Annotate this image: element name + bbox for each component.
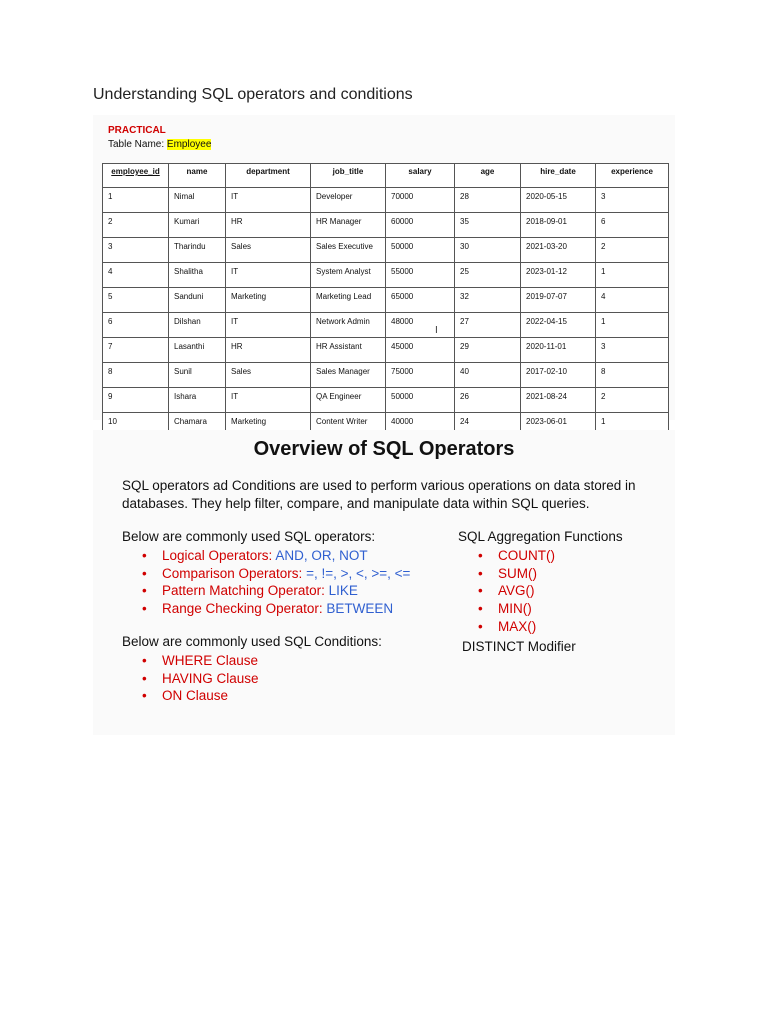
- table-cell: 24: [455, 413, 521, 438]
- col-header: salary: [386, 164, 455, 188]
- table-cell: 6: [596, 213, 669, 238]
- table-cell: 25: [455, 263, 521, 288]
- table-name-line: [108, 139, 211, 150]
- table-cell: 50000: [386, 388, 455, 413]
- table-cell: 55000: [386, 263, 455, 288]
- table-cell: 2: [596, 238, 669, 263]
- table-cell: Ishara: [169, 388, 226, 413]
- practical-image: [93, 115, 675, 426]
- employee-table: [102, 163, 669, 438]
- page-heading: Understanding SQL operators and conditions: [93, 86, 413, 103]
- table-row: [103, 338, 669, 363]
- list-item: • Pattern Matching Operator: LIKE: [142, 583, 358, 599]
- table-cell: Developer: [311, 188, 386, 213]
- table-cell: 70000: [386, 188, 455, 213]
- overview-intro: SQL operators ad Conditions are used to perform various operations on data stored in databases. They help filter, compare, and manipulate data within SQL queries.: [122, 478, 636, 511]
- list-item: • AVG(): [478, 583, 535, 599]
- table-cell: 1: [596, 313, 669, 338]
- table-cell: 2020-11-01: [521, 338, 596, 363]
- table-cell: 3: [596, 338, 669, 363]
- table-row: [103, 263, 669, 288]
- table-cell: 2022-04-15: [521, 313, 596, 338]
- table-cell: 29: [455, 338, 521, 363]
- table-cell: 1: [103, 188, 169, 213]
- table-cell: 35: [455, 213, 521, 238]
- practical-label: PRACTICAL: [108, 125, 166, 136]
- list-item: • ON Clause: [142, 688, 229, 704]
- list-item: • Logical Operators: AND, OR, NOT: [142, 548, 368, 563]
- overview-image: [93, 430, 675, 735]
- table-cell: Tharindu: [169, 238, 226, 263]
- overview-title: Overview of SQL Operators: [253, 438, 515, 460]
- table-cell: 5: [103, 288, 169, 313]
- table-cell: System Analyst: [311, 263, 386, 288]
- table-cell: 9: [103, 388, 169, 413]
- table-cell: Content Writer: [311, 413, 386, 438]
- table-cell: 40: [455, 363, 521, 388]
- table-cell: IT: [226, 263, 311, 288]
- table-cell: Kumari: [169, 213, 226, 238]
- table-cell: 65000: [386, 288, 455, 313]
- operators-heading: Below are commonly used SQL operators:: [122, 529, 376, 544]
- distinct-modifier: DISTINCT Modifier: [462, 639, 576, 654]
- table-cell: 2017-02-10: [521, 363, 596, 388]
- table-row: [103, 388, 669, 413]
- table-cell: 2: [103, 213, 169, 238]
- table-cell: 10: [103, 413, 169, 438]
- table-row: [103, 213, 669, 238]
- list-item: • SUM(): [478, 565, 537, 581]
- table-cell: 2020-05-15: [521, 188, 596, 213]
- table-cell: Marketing: [226, 413, 311, 438]
- table-cell: Sales: [226, 238, 311, 263]
- table-cell: 2021-03-20: [521, 238, 596, 263]
- table-cell: Marketing Lead: [311, 288, 386, 313]
- conditions-heading: Below are commonly used SQL Conditions:: [122, 634, 382, 649]
- table-name-highlight: Employee: [166, 139, 212, 150]
- list-item: • MIN(): [478, 601, 532, 617]
- table-cell: HR: [226, 338, 311, 363]
- table-row: [103, 313, 669, 338]
- table-cell: 1: [596, 263, 669, 288]
- operators-list: [142, 547, 410, 618]
- list-item: • Range Checking Operator: BETWEEN: [142, 601, 394, 617]
- table-cell: 50000: [386, 238, 455, 263]
- table-cell: 28: [455, 188, 521, 213]
- table-cell: 8: [596, 363, 669, 388]
- col-header: hire_date: [521, 164, 596, 188]
- list-item: • HAVING Clause: [142, 670, 259, 686]
- table-cell: 45000: [386, 338, 455, 363]
- table-cell: Chamara: [169, 413, 226, 438]
- table-cell: Dilshan: [169, 313, 226, 338]
- table-row: [103, 238, 669, 263]
- conditions-list: [142, 652, 259, 705]
- table-cell: 60000: [386, 213, 455, 238]
- table-cell: QA Engineer: [311, 388, 386, 413]
- table-cell: 1: [596, 413, 669, 438]
- table-cell: HR Manager: [311, 213, 386, 238]
- table-row: [103, 288, 669, 313]
- table-cell: 75000: [386, 363, 455, 388]
- table-cell: HR: [226, 213, 311, 238]
- table-cell: Sanduni: [169, 288, 226, 313]
- table-cell: 4: [596, 288, 669, 313]
- table-cell: HR Assistant: [311, 338, 386, 363]
- table-cell: Sales Manager: [311, 363, 386, 388]
- table-cell: 2: [596, 388, 669, 413]
- table-cell: 2018-09-01: [521, 213, 596, 238]
- table-cell: 7: [103, 338, 169, 363]
- table-cell: Sales: [226, 363, 311, 388]
- table-cell: 48000: [386, 313, 455, 338]
- list-item: • COUNT(): [478, 548, 555, 563]
- table-cell: 26: [455, 388, 521, 413]
- table-cell: 2023-01-12: [521, 263, 596, 288]
- table-cell: 4: [103, 263, 169, 288]
- table-cell: 32: [455, 288, 521, 313]
- table-cell: 8: [103, 363, 169, 388]
- table-header-row: [103, 164, 669, 188]
- table-cell: IT: [226, 188, 311, 213]
- text-cursor-icon: I: [435, 325, 438, 336]
- table-cell: Nimal: [169, 188, 226, 213]
- table-cell: Sales Executive: [311, 238, 386, 263]
- table-cell: 6: [103, 313, 169, 338]
- table-row: [103, 363, 669, 388]
- table-cell: Network Admin: [311, 313, 386, 338]
- table-cell: 2021-08-24: [521, 388, 596, 413]
- list-item: • MAX(): [478, 618, 537, 634]
- table-cell: Shalitha: [169, 263, 226, 288]
- table-cell: 3: [103, 238, 169, 263]
- col-header: name: [169, 164, 226, 188]
- aggregation-heading: SQL Aggregation Functions: [458, 529, 623, 544]
- list-item: • WHERE Clause: [142, 653, 259, 668]
- table-cell: 40000: [386, 413, 455, 438]
- list-item: • Comparison Operators: =, !=, >, <, >=, <=: [142, 565, 411, 581]
- table-cell: IT: [226, 313, 311, 338]
- table-cell: 3: [596, 188, 669, 213]
- col-header: employee_id: [103, 164, 169, 188]
- col-header: department: [226, 164, 311, 188]
- table-cell: 30: [455, 238, 521, 263]
- table-cell: Marketing: [226, 288, 311, 313]
- table-cell: IT: [226, 388, 311, 413]
- aggregation-list: [478, 547, 555, 636]
- table-cell: 2019-07-07: [521, 288, 596, 313]
- col-header: experience: [596, 164, 669, 188]
- table-row: [103, 188, 669, 213]
- table-cell: 2023-06-01: [521, 413, 596, 438]
- table-name-prefix: Table Name:: [108, 139, 165, 150]
- col-header: job_title: [311, 164, 386, 188]
- col-header: age: [455, 164, 521, 188]
- table-cell: Sunil: [169, 363, 226, 388]
- table-cell: Lasanthi: [169, 338, 226, 363]
- table-cell: 27: [455, 313, 521, 338]
